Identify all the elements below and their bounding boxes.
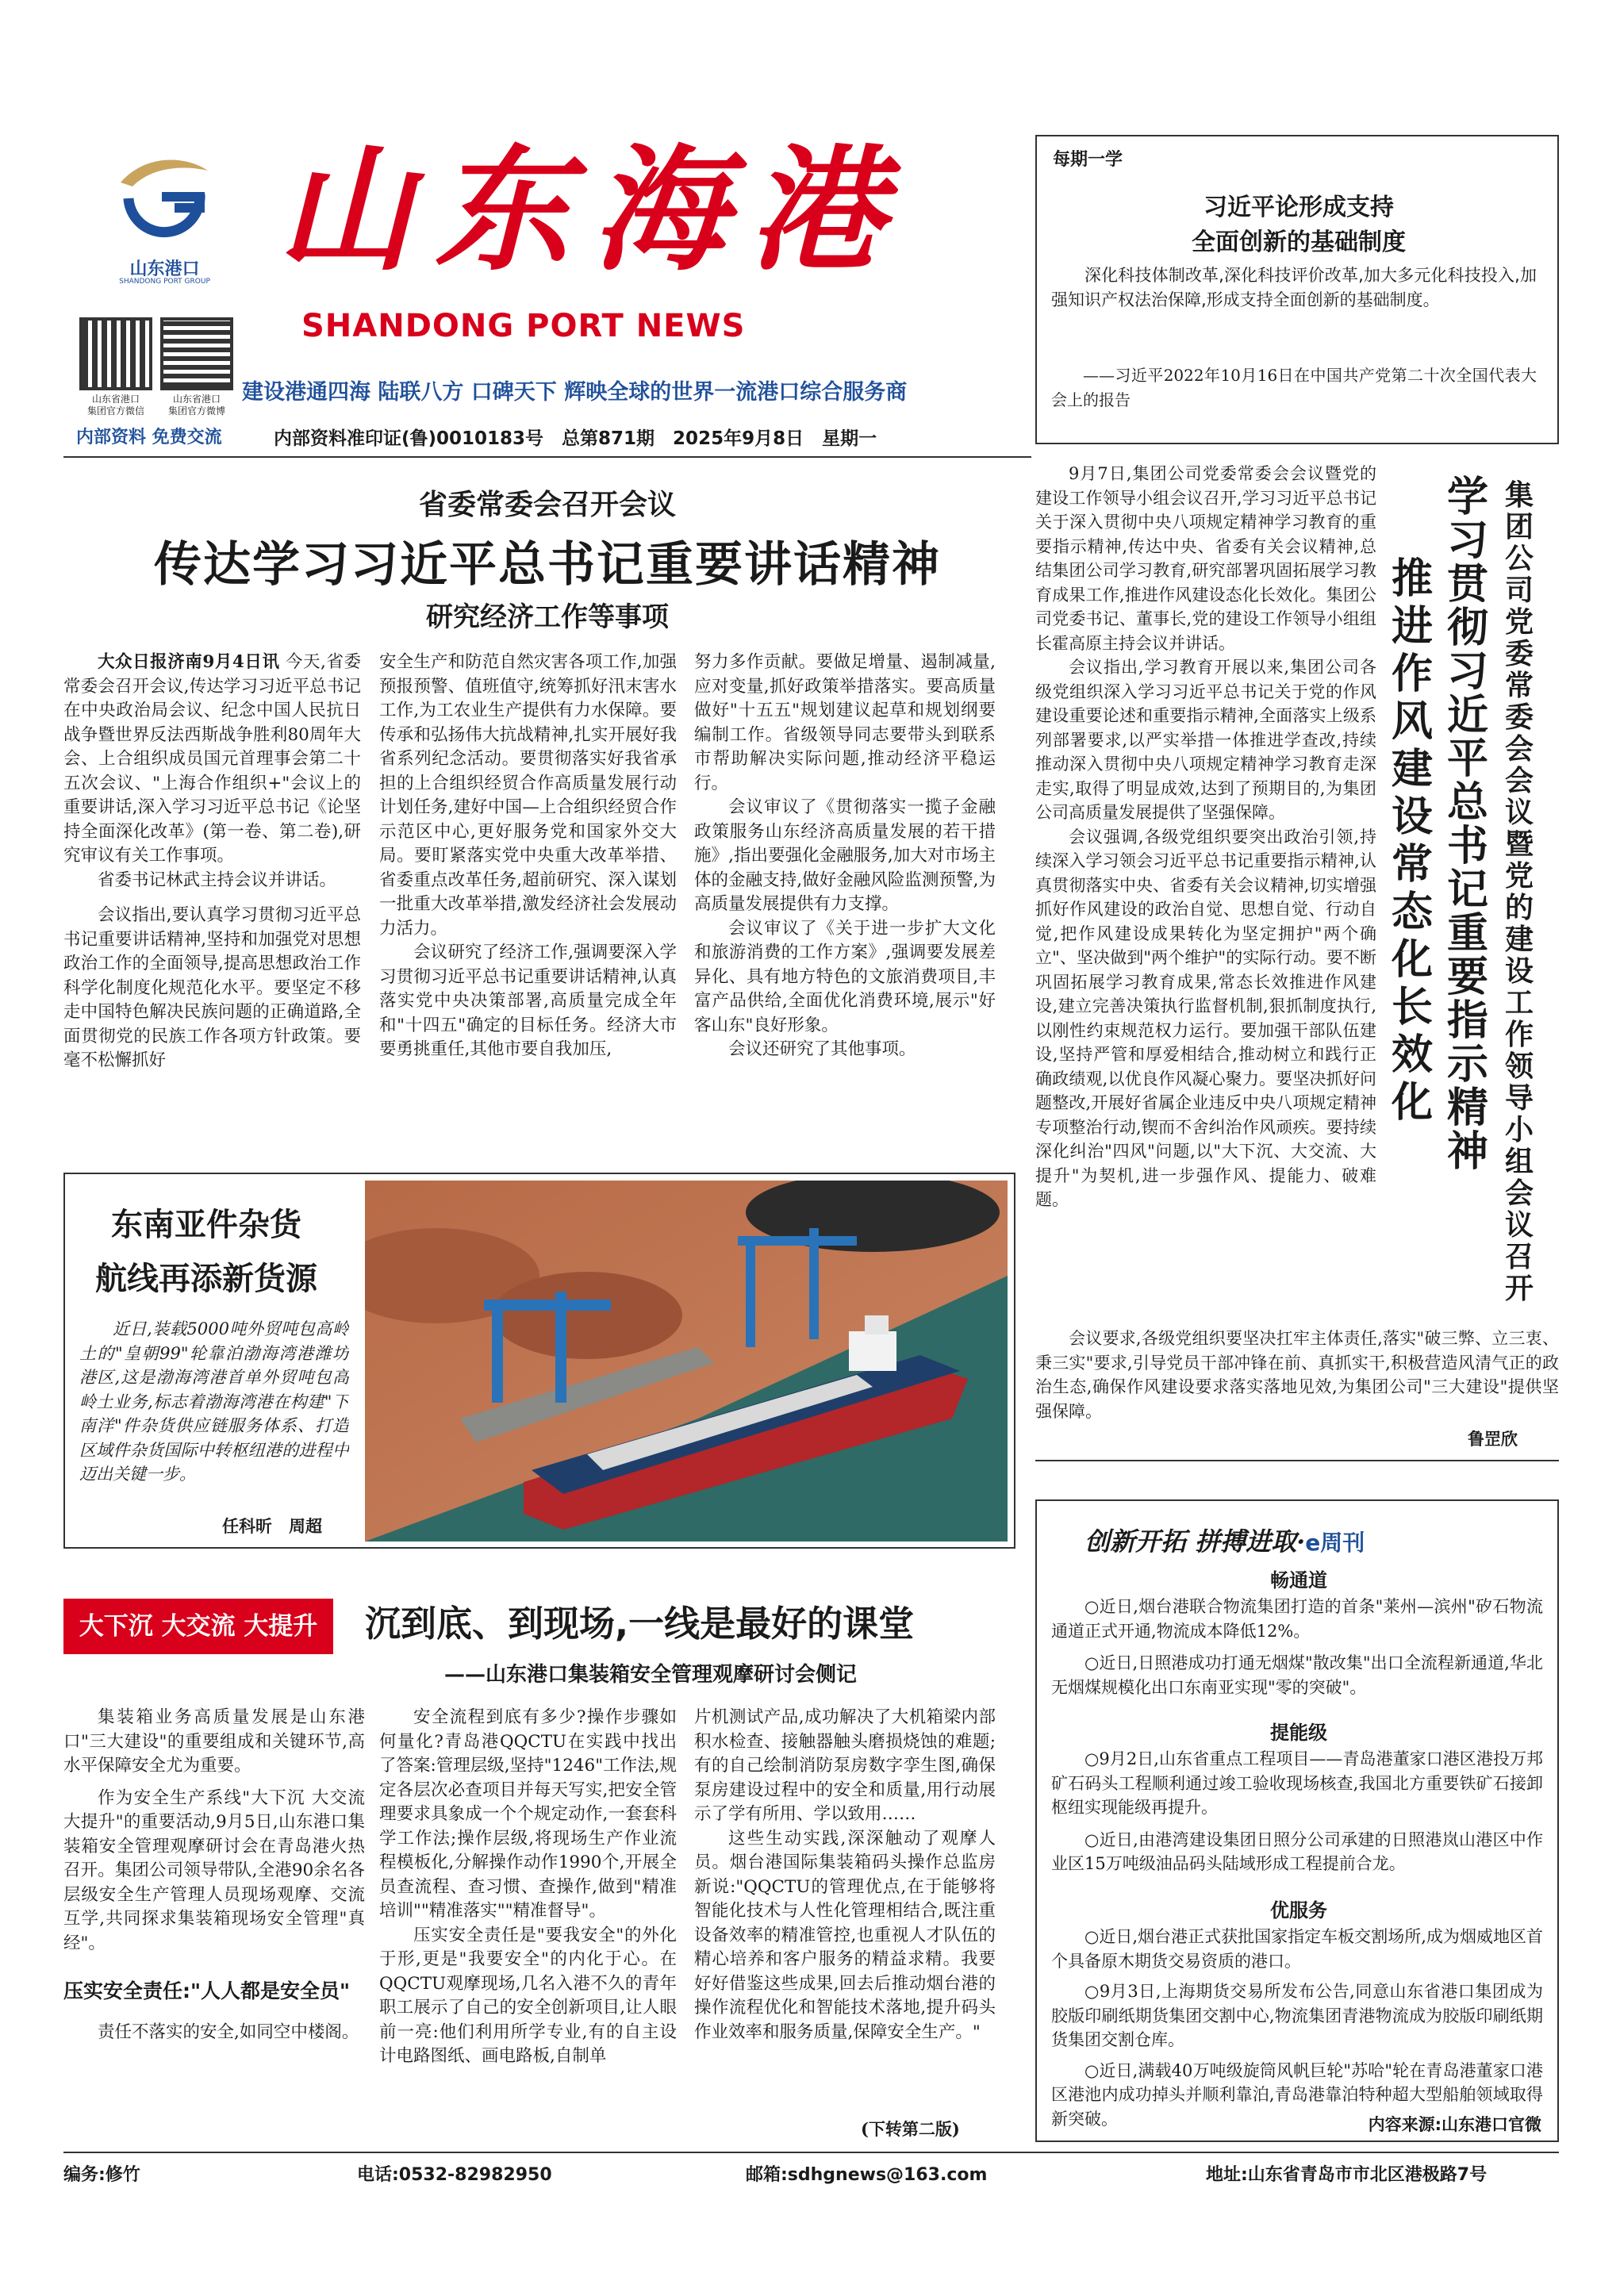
lead-col2: 安全生产和防范自然灾害各项工作,加强预报预警、值班值守,统筹抓好汛末害水工作,为工农业生产提供有力水保障。要传承和弘扬伟大抗战精神,扎实开展好我省系列纪念活动。要贯彻落实好我省承担的上合组织经贸合作高质量发展行动计划任务,建好中国—上合组织经贸合作示范区中心,更好服务党和国家外交大局。要盯紧落实党中央重大改革举措、省委重点改革任务,超前研究、深入谋划一批重大改革举措,激发经济社会发展动力活力。 <box>379 652 677 939</box>
lead-dateline: 大众日报济南9月4日讯 <box>98 652 280 672</box>
footer-editor: 编务:修竹 <box>63 2165 140 2185</box>
right-col-2 <box>1035 1327 1559 1422</box>
internal-label: 内部资料 免费交流 <box>76 428 222 447</box>
brand-en: SHANDONG PORT GROUP <box>119 278 210 286</box>
lead-headline: 传达学习习近平总书记重要讲话精神 <box>154 537 941 593</box>
port-logo-icon <box>113 151 216 254</box>
qr-code-icon <box>79 317 152 390</box>
qr1-caption: 山东省港口 集团官方微信 <box>86 394 144 417</box>
masthead-en: SHANDONG PORT NEWS <box>301 308 746 344</box>
bottom-col-1: 集装箱业务高质量发展是山东港口"三大建设"的重要组成和关键环节,高水平保障安全尤为重要。 作为安全生产系线"大下沉 大交流 大提升"的重要活动,9月5日,山东港口集装箱安全管理观摩研讨会在青岛港火热召开。集团公司领导带队,全港90余名各层级安全生产管理人员现场观摩、交流互学,共同探求集装箱现场安全管理"真经"。 压实安全责任:"人人都是安全员" 责任不落实的安全,如同空中楼阁。 <box>63 1707 365 2042</box>
lead-col-1 <box>63 651 361 1150</box>
lead-col3c: 会议审议了《关于进一步扩大文化和旅游消费的工作方案》,强调要发展差异化、具有地方特色的文旅消费项目,丰富产品供给,全面优化消费环境,展示"好客山东"良好形象。 <box>694 918 996 1035</box>
right-author: 鲁罡欣 <box>1468 1430 1518 1449</box>
right-headline-1: 学习贯彻习近平总书记重要指示精神 <box>1446 474 1488 1176</box>
right-p2: 会议指出,学习教育开展以来,集团公司各级党组织深入学习习近平总书记关于党的作风建设重要论述和重要指示精神,全面落实上级系列部署要求,以严实举措一体推进学查改,持续推动深入贯彻中央八项规定精神学习教育走深走实,取得了明显成效,达到了预期目的,为集团公司高质量发展提供了坚强保障。 <box>1035 658 1376 822</box>
qr2-caption: 山东省港口 集团官方微博 <box>167 394 225 417</box>
footer-address: 地址:山东省青岛市市北区港极路7号 <box>1206 2165 1488 2185</box>
lead-col3: 努力多作贡献。要做足增量、遏制减量,应对变量,抓好政策举措落实。要高质量做好"十五五"规划建议起草和规划纲要编制工作。省级领导同志要带头到联系市帮助解决实际问题,推动经济平稳运行。 <box>694 652 996 793</box>
lead-col1-text: 今天,省委常委会召开会议,传达学习习近平总书记在中央政治局会议、纪念中国人民抗日战争暨世界反法西斯战争胜利80周年大会、上合组织成员国元首理事会第二十五次会议、"上海合作组织+"会议上的重要讲话,深入学习习近平总书记《论坚持全面深化改革》(第一卷、第二卷),研究审议有关工作事项。 <box>63 652 361 866</box>
weekly-study-title1: 习近平论形成支持 <box>1203 194 1394 221</box>
masthead-rule <box>63 456 1031 458</box>
lead-col1c: 会议指出,要认真学习贯彻习近平总书记重要讲话精神,坚持和加强党对思想政治工作的全面领导,提高思想政治工作科学化制度化规范化水平。要坚定不移走中国特色解决民族问题的正确道路,全面贯彻党的民族工作各项方针政策。要毫不松懈抓好 <box>63 905 361 1070</box>
photo-credit: 任科昕 周超 <box>222 1516 322 1536</box>
lead-col-2 <box>379 651 677 1150</box>
eweekly-header: 创新开拓 拼搏进取·e周刊 <box>1084 1526 1365 1557</box>
issue-line: 内部资料准印证(鲁)0010183号 总第871期 2025年9月8日 星期一 <box>274 428 877 449</box>
bottom-subhead: ——山东港口集装箱安全管理观摩研讨会侧记 <box>444 1663 858 1687</box>
masthead-title: 山东海港 <box>278 131 907 290</box>
ship-photo <box>365 1181 1008 1542</box>
right-p3: 会议强调,各级党组织要突出政治引领,持续深入学习领会习近平总书记重要指示精神,认真贯彻落实中央、省委有关会议精神,切实增强抓好作风建设的政治自觉、思想自觉、行动自觉,把作风建设成果转化为坚定拥护"两个确立"、坚决做到"两个维护"的实际行动。要不断巩固拓展学习教育成果,常态长效推进作风建设,建立完善决策执行监督机制,狠抓制度执行,以刚性约束规范权力运行。要加强干部队伍建设,坚持严管和厚爱相结合,推动树立和践行正确政绩观,以优良作风凝心聚力。要坚决抓好问题整改,开展好省属企业违反中央八项规定精神专项整治行动,锲而不舍纠治作风顽疾。要持续深化纠治"四风"问题,以"大下沉、大交流、大提升"为契机,进一步强作风、提能力、破难题。 <box>1035 827 1376 1209</box>
footer-phone: 电话:0532-82982950 <box>357 2165 552 2185</box>
footer-email: 邮箱:sdhgnews@163.com <box>746 2165 988 2185</box>
lead-col3b: 会议审议了《贯彻落实一揽子金融政策服务山东经济高质量发展的若干措施》,指出要强化金融服务,加大对市场主体的金融支持,做好金融风险监测预警,为高质量发展提供有力支撑。 <box>694 797 996 914</box>
weekly-study-source: ——习近平2022年10月16日在中国共产党第二十次全国代表大会上的报告 <box>1051 366 1537 409</box>
masthead <box>63 131 1031 492</box>
lead-col-3 <box>694 651 996 1150</box>
lead-subhead: 研究经济工作等事项 <box>426 601 669 633</box>
footer-rule <box>63 2152 1559 2153</box>
continued-note: (下转第二版) <box>861 2119 960 2139</box>
weekly-study-title2: 全面创新的基础制度 <box>1192 228 1406 256</box>
brand-cn: 山东港口 <box>129 259 200 279</box>
right-headline-2: 推进作风建设常态化长效化 <box>1391 555 1433 1127</box>
photo-title-1: 东南亚件杂货 <box>111 1206 301 1243</box>
weekly-study-quote: 深化科技体制改革,深化科技评价改革,加大多元化科技投入,加强知识产权法治保障,形成支持全面创新的基础制度。 <box>1051 266 1537 309</box>
lead-col2b: 会议研究了经济工作,强调要深入学习贯彻习近平总书记重要讲话精神,认真落实党中央决策部署,高质量完成全年和"十四五"确定的目标任务。经济大市要勇挑重任,其他市要自我加压, <box>379 943 677 1059</box>
bottom-tag: 大下沉 大交流 大提升 <box>63 1599 333 1654</box>
photo-body: 近日,装载5000吨外贸吨包高岭土的"皇朝99"轮靠泊渤海湾港潍坊港区,这是渤海湾港首单外贸吨包高岭土业务,标志着渤海湾港在构建"下南洋"件杂货供应链服务体系、打造区域件杂货国际中转枢纽港的进程中迈出关键一步。 <box>79 1319 349 1484</box>
eweekly-box: 创新开拓 拼搏进取·e周刊 畅通道 ○近日,烟台港联合物流集团打造的首条"莱州—滨州"矽石物流通道正式开通,物流成本降低12%。 ○近日,日照港成功打通无烟煤"散改集"出口全流程新通道,华北无烟煤规模化出口东南亚实现"零的突破"。 提能级 ○9月2日,山东省重点工程项目——青岛港董家口港区港投万邦矿石码头工程顺利通过竣工验收现场核查,我国北方重要铁矿石接卸枢纽实现能级再提升。 ○近日,由港湾建设集团日照分公司承建的日照港岚山港区中作业区15万吨级油品码头陆域形成工程提前合龙。 优服务 ○近日,烟台港正式获批国家指定车板交割场所,成为烟威地区首个具备原木期货交易资质的港口。 ○9月3日,上海期货交易所发布公告,同意山东省港口集团成为胶版印刷纸期货集团交割中心,物流集团青港物流成为胶版印刷纸期货集团交割仓库。 ○近日,满载40万吨级旋筒风帆巨轮"苏哈"轮在青岛港董家口港区港池内成功掉头并顺利靠泊,青岛港靠泊特种超大型船舶领域取得新突破。 内容来源:山东港口官微 <box>1035 1499 1559 2142</box>
lead-col1b: 省委书记林武主持会议并讲话。 <box>98 870 337 890</box>
right-subhead: 集团公司党委常委会会议暨党的建设工作领导小组会议召开 <box>1504 479 1534 1305</box>
bottom-col-3: 片机测试产品,成功解决了大机箱梁内部积水检查、接触器触头磨损烧蚀的难题;有的自己绘制消防泵房数字孪生图,确保泵房建设过程中的安全和质量,用行动展示了学有所用、学以致用…… 这些生动实践,深深触动了观摩人员。烟台港国际集装箱码头操作总监房新说:"QQCTU的管理优点,在于能够将智能化技术与人性化管理相结合,既注重设备效率的精准管控,也重视人才队伍的精心培养和客户服务的精益求精。我要好好借鉴这些成果,回去后推动烟台港的操作流程优化和智能技术落地,提升码头作业效率和服务质量,保障安全生产。" <box>694 1707 996 2042</box>
eweekly-section-1: 畅通道 <box>1270 1569 1327 1591</box>
eweekly-source: 内容来源:山东港口官微 <box>1368 2115 1541 2134</box>
right-p1: 9月7日,集团公司党委常委会会议暨党的建设工作领导小组会议召开,学习习近平总书记关于深入贯彻中央八项规定精神学习教育的重要指示精神,传达中央、省委有关会议精神,总结集团公司学习教育,研究部署巩固拓展学习教育成果工作,推进作风建设态化长效化。集团公司党委书记、董事长,党的建设工作领导小组组长霍高原主持会议并讲话。 <box>1035 464 1376 653</box>
weekly-study-box <box>1035 135 1559 444</box>
bottom-col1-subhead: 压实安全责任:"人人都是安全员" <box>63 1979 351 2002</box>
eweekly-section-3: 优服务 <box>1270 1899 1327 1922</box>
right-story-rule <box>1035 1460 1559 1461</box>
photo-title-2: 航线再添新货源 <box>95 1260 317 1297</box>
lead-kicker: 省委常委会召开会议 <box>418 489 676 521</box>
right-p4: 会议要求,各级党组织要坚决扛牢主体责任,落实"破三弊、立三衷、秉三实"要求,引导党员干部冲锋在前、真抓实干,积极营造风清气正的政治生态,确保作风建设要求落实落地见效,为集团公司"三大建设"提供坚强保障。 <box>1035 1329 1559 1421</box>
masthead-slogan: 建设港通四海 陆联八方 口碑天下 辉映全球的世界一流港口综合服务商 <box>242 380 908 405</box>
bottom-headline: 沉到底、到现场,一线是最好的课堂 <box>365 1603 915 1645</box>
right-col-1 <box>1035 462 1376 1327</box>
weekly-study-tag: 每期一学 <box>1053 149 1123 170</box>
eweekly-section-2: 提能级 <box>1270 1722 1327 1744</box>
lead-col3d: 会议还研究了其他事项。 <box>728 1039 916 1059</box>
qr-code-icon <box>160 317 233 390</box>
bottom-col-2: 安全流程到底有多少?操作步骤如何量化?青岛港QQCTU在实践中找出了答案:管理层级,坚持"1246"工作法,规定各层次必查项目并每天写实,把安全管理要求具象成一个个规定动作,一套套科学工作法;操作层级,将现场生产作业流程模板化,分解操作动作1990个,开展全员查流程、查习惯、查操作,做到"精准培训""精准落实""精准督导"。 压实安全责任是"要我安全"的外化于形,更是"我要安全"的内化于心。在QQCTU观摩现场,几名入港不久的青年职工展示了自己的安全创新项目,让人眼前一亮:他们利用所学专业,有的自主设计电路图纸、画电路板,自制单 <box>379 1707 677 2066</box>
